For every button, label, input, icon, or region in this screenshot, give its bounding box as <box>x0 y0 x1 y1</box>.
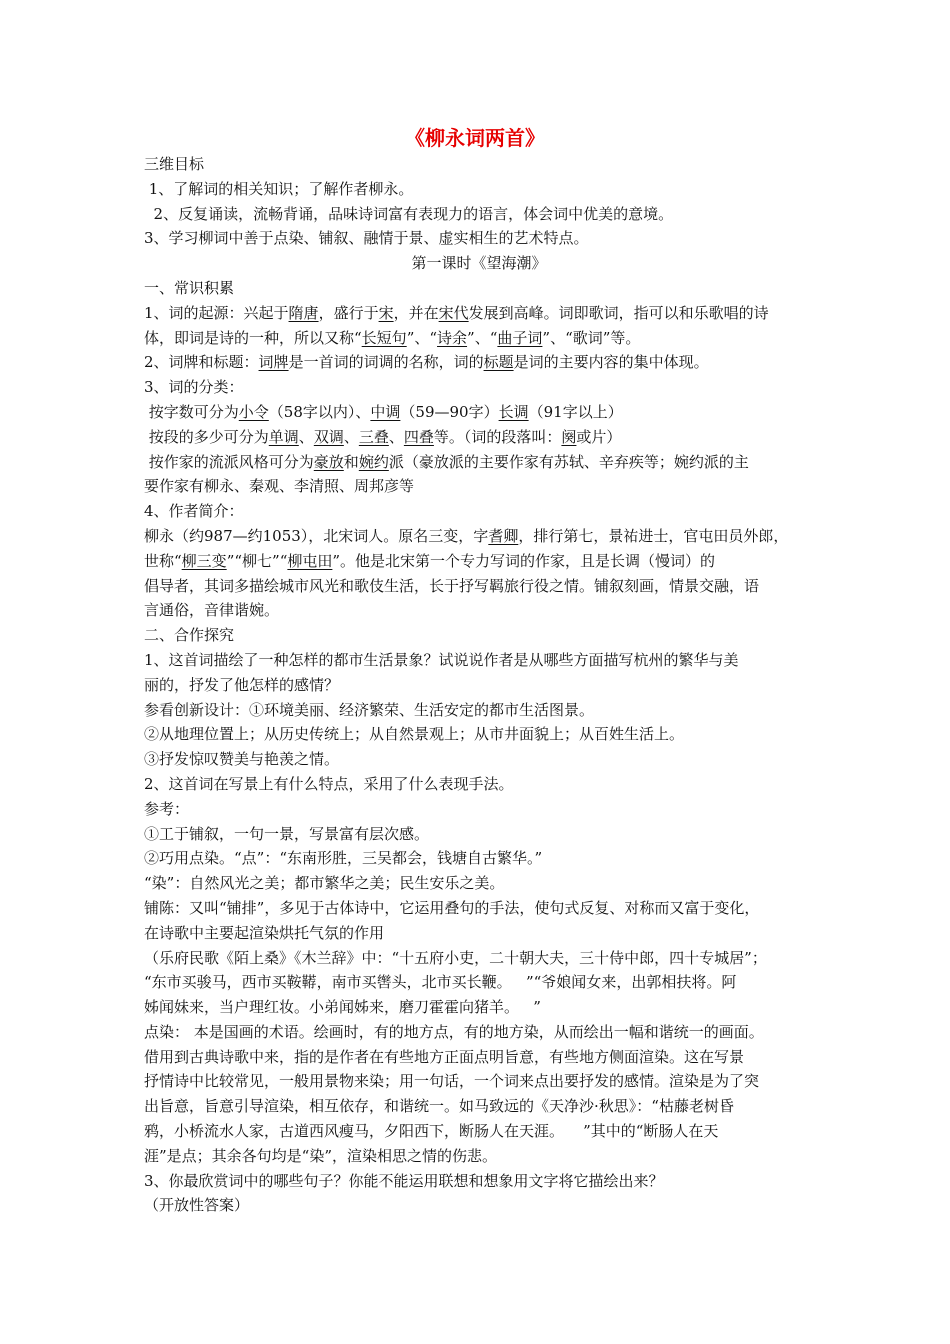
author-heading: 4、作者简介： <box>144 502 244 521</box>
text-line: 铺陈：又叫“铺排”，多见于古体诗中，它运用叠句的手法，使句式反复、对称而又富于变化， <box>144 898 760 917</box>
term-quzici: 曲子词 <box>497 328 543 347</box>
text-line: （乐府民歌《陌上桑》《木兰辞》中：“十五府小吏，二十朝大夫，三十侍中郎，四十专城居”； <box>144 948 767 967</box>
by-school-line-1: 按作家的流派风格可分为豪放和婉约派（豪放派的主要作家有苏轼、辛弃疾等；婉约派的主 <box>144 452 749 471</box>
objectives-heading: 三维目标 <box>144 155 205 173</box>
text-line: “东市买骏马，西市买鞍鞯，南市买辔头，北市买长鞭。 ”“爷娘闻女来，出郭相扶将。阿 <box>144 973 737 992</box>
term-cipai: 词牌 <box>258 353 289 372</box>
text-line: ③抒发惊叹赞美与艳羡之情。 <box>144 750 340 769</box>
text-line: 2、这首词在写景上有什么特点，采用了什么表现手法。 <box>144 774 514 793</box>
by-stanza-line: 按段的多少可分为单调、双调、三叠、四叠等。（词的段落叫：阕或片） <box>144 427 622 446</box>
section1-heading: 一、常识积累 <box>144 278 235 297</box>
text-line: （开放性答案） <box>144 1196 250 1215</box>
author-line-1: 柳永（约987—约1053），北宋词人。原名三变，字耆卿，排行第七，景祐进士，官屯田员外郎， <box>144 526 789 545</box>
term-biaoti: 标题 <box>483 353 514 372</box>
text-line: ①工于铺叙，一句一景，写景富有层次感。 <box>144 824 430 843</box>
objective-2: 2、反复诵读，流畅背诵，品味诗词富有表现力的语言，体会词中优美的意境。 <box>144 204 674 223</box>
text-line: 借用到古典诗歌中来，指的是作者在有些地方正面点明旨意，有些地方侧面渲染。这在写景 <box>144 1047 745 1066</box>
text-line: ②巧用点染。“点”：“东南形胜，三吴都会，钱塘自古繁华。” <box>144 849 543 868</box>
text-line: 1、这首词描绘了一种怎样的都市生活景象？试说说作者是从哪些方面描写杭州的繁华与美 <box>144 650 739 669</box>
term-shiyu: 诗余 <box>437 328 468 347</box>
origin-line-2: 体，即词是诗的一种，所以又称“长短句”、“诗余”、“曲子词”、“歌词”等。 <box>144 328 641 347</box>
term-song: 宋 <box>378 303 394 322</box>
author-line-4: 言通俗，音律谐婉。 <box>144 601 280 620</box>
text-line: 点染： 本是国画的术语。绘画时，有的地方点，有的地方染，从而绘出一幅和谐统一的画面。 <box>144 1022 764 1041</box>
text-line: 出旨意，旨意引导渲染，相互依存，和谐统一。如马致远的《天净沙·秋思》：“枯藤老树昏 <box>144 1097 734 1116</box>
document-body <box>144 152 814 1218</box>
classification-heading: 3、词的分类： <box>144 378 244 397</box>
term-song-dynasty: 宋代 <box>438 303 469 322</box>
text-line: 涯”是点；其余各句均是“染”，渲染相思之情的伤悲。 <box>144 1146 498 1165</box>
by-school-line-2: 要作家有柳永、秦观、李清照、周邦彦等 <box>144 477 415 496</box>
origin-line-1: 1、词的起源：兴起于隋唐，盛行于宋，并在宋代发展到高峰。词即歌词，指可以和乐歌唱的诗 <box>144 303 769 322</box>
author-line-2: 世称“柳三变”“柳七”“柳屯田”。他是北宋第一个专力写词的作家，且是长调（慢词）的 <box>144 551 716 570</box>
text-line: 参看创新设计：①环境美丽、经济繁荣、生活安定的都市生活图景。 <box>144 700 595 719</box>
text-line: 在诗歌中主要起渲染烘托气氛的作用 <box>144 923 385 942</box>
text-line: 抒情诗中比较常见，一般用景物来染；用一句话，一个词来点出要抒发的感情。渲染是为了突 <box>144 1072 760 1091</box>
lesson-title: 第一课时《望海潮》 <box>411 254 547 273</box>
text-line: 鸦，小桥流水人家，古道西风瘦马，夕阳西下，断肠人在天涯。 ”其中的“断肠人在天 <box>144 1122 719 1141</box>
text-line: 丽的，抒发了他怎样的感情？ <box>144 675 340 694</box>
by-length-line: 按字数可分为小令（58字以内）、中调（59—90字）长调（91字以上） <box>144 402 623 421</box>
author-line-3: 倡导者，其词多描绘城市风光和歌伎生活，长于抒写羁旅行役之情。铺叙刻画，情景交融，语 <box>144 576 760 595</box>
text-line: 参考： <box>144 799 190 818</box>
objective-1: 1、了解词的相关知识；了解作者柳永。 <box>144 179 414 198</box>
term-changduanju: 长短句 <box>361 328 407 347</box>
document-title: 《柳永词两首》 <box>405 126 545 150</box>
objective-3: 3、学习柳词中善于点染、铺叙、融情于景、虚实相生的艺术特点。 <box>144 229 589 248</box>
text-line: 姊闻妹来，当户理红妆。小弟闻姊来，磨刀霍霍向猪羊。 ” <box>144 998 541 1017</box>
tune-line: 2、词牌和标题：词牌是一首词的词调的名称，词的标题是词的主要内容的集中体现。 <box>144 353 709 372</box>
text-line: ②从地理位置上；从历史传统上；从自然景观上；从市井面貌上；从百姓生活上。 <box>144 725 685 744</box>
term-sui-tang: 隋唐 <box>288 303 319 322</box>
section2-heading: 二、合作探究 <box>144 626 235 645</box>
text-line: 3、你最欣赏词中的哪些句子？你能不能运用联想和想象用文字将它描绘出来？ <box>144 1171 664 1190</box>
text-line: “染”：自然风光之美；都市繁华之美；民生安乐之美。 <box>144 874 505 893</box>
section2-body <box>144 648 814 1218</box>
